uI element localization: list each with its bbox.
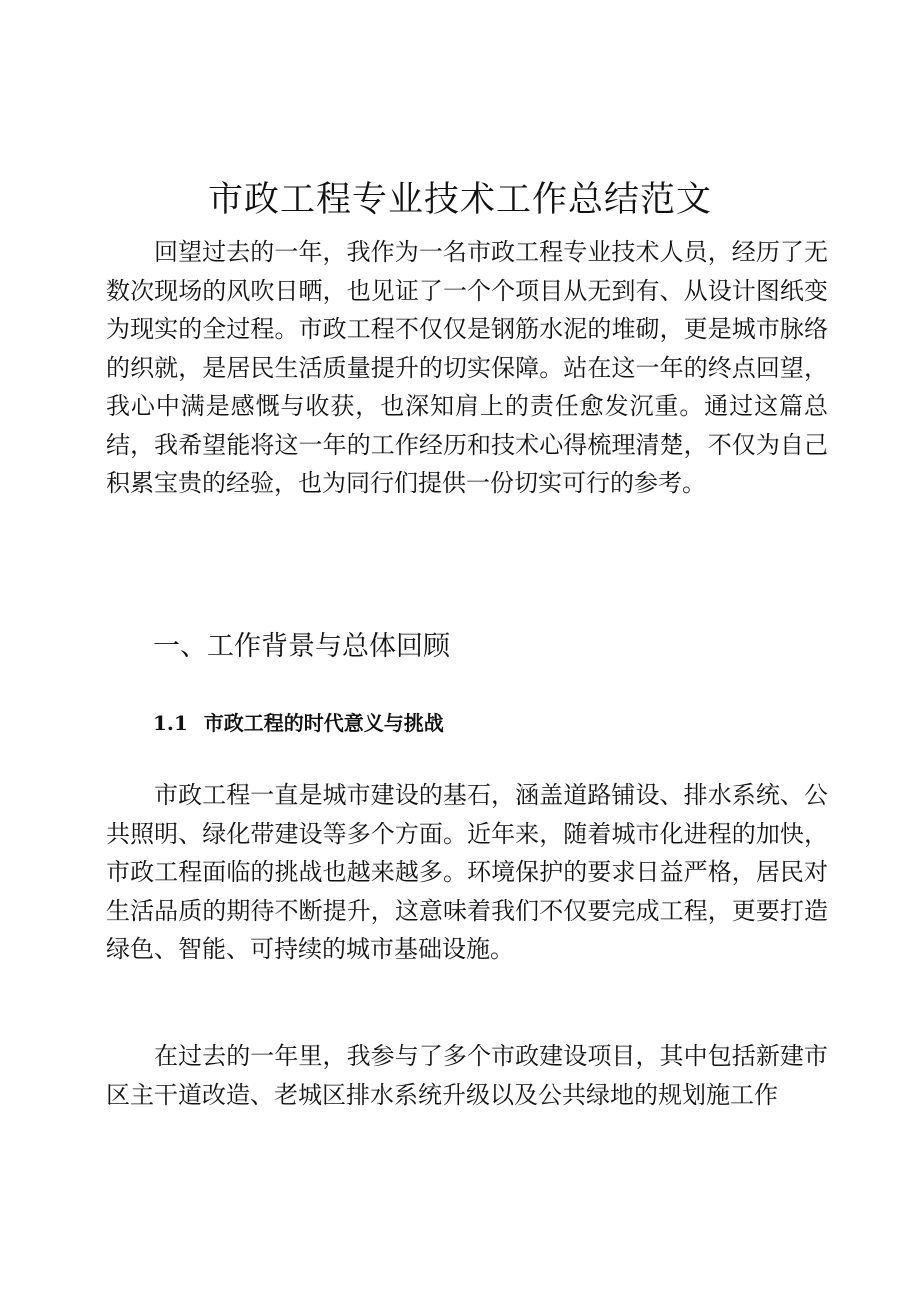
document-title: 市政工程专业技术工作总结范文 — [207, 180, 712, 220]
body-paragraph-1: 市政工程一直是城市建设的基石，涵盖道路铺设、排水系统、公共照明、绿化带建设等多个方面。近年来，随着城市化进程的加快，市政工程面临的挑战也越来越多。环境保护的要求日益严格，居民对生活品质的期待不断提升，这意味着我们不仅要完成工程，更要打造绿色、智能、可持续的城市基础设施。 — [106, 781, 828, 963]
body-paragraph-2: 在过去的一年里，我参与了多个市政建设项目，其中包括新建市区主干道改造、老城区排水系统升级以及公共绿地的规划施工作 — [106, 1042, 828, 1109]
intro-paragraph: 回望过去的一年，我作为一名市政工程专业技术人员，经历了无数次现场的风吹日晒，也见证了一个个项目从无到有、从设计图纸变为现实的全过程。市政工程不仅仅是钢筋水泥的堆砌，更是城市脉络的织就，是居民生活质量提升的切实保障。站在这一年的终点回望，我心中满是感慨与收获，也深知肩上的责任愈发沉重。通过这篇总结，我希望能将这一年的工作经历和技术心得梳理清楚，不仅为自己积累宝贵的经验，也为同行们提供一份切实可行的参考。 — [106, 238, 828, 497]
subsection-number: 1.1 — [153, 711, 188, 735]
subsection-heading — [153, 707, 444, 736]
subsection-title: 市政工程的时代意义与挑战 — [203, 711, 444, 735]
section-heading: 一、工作背景与总体回顾 — [153, 631, 450, 662]
